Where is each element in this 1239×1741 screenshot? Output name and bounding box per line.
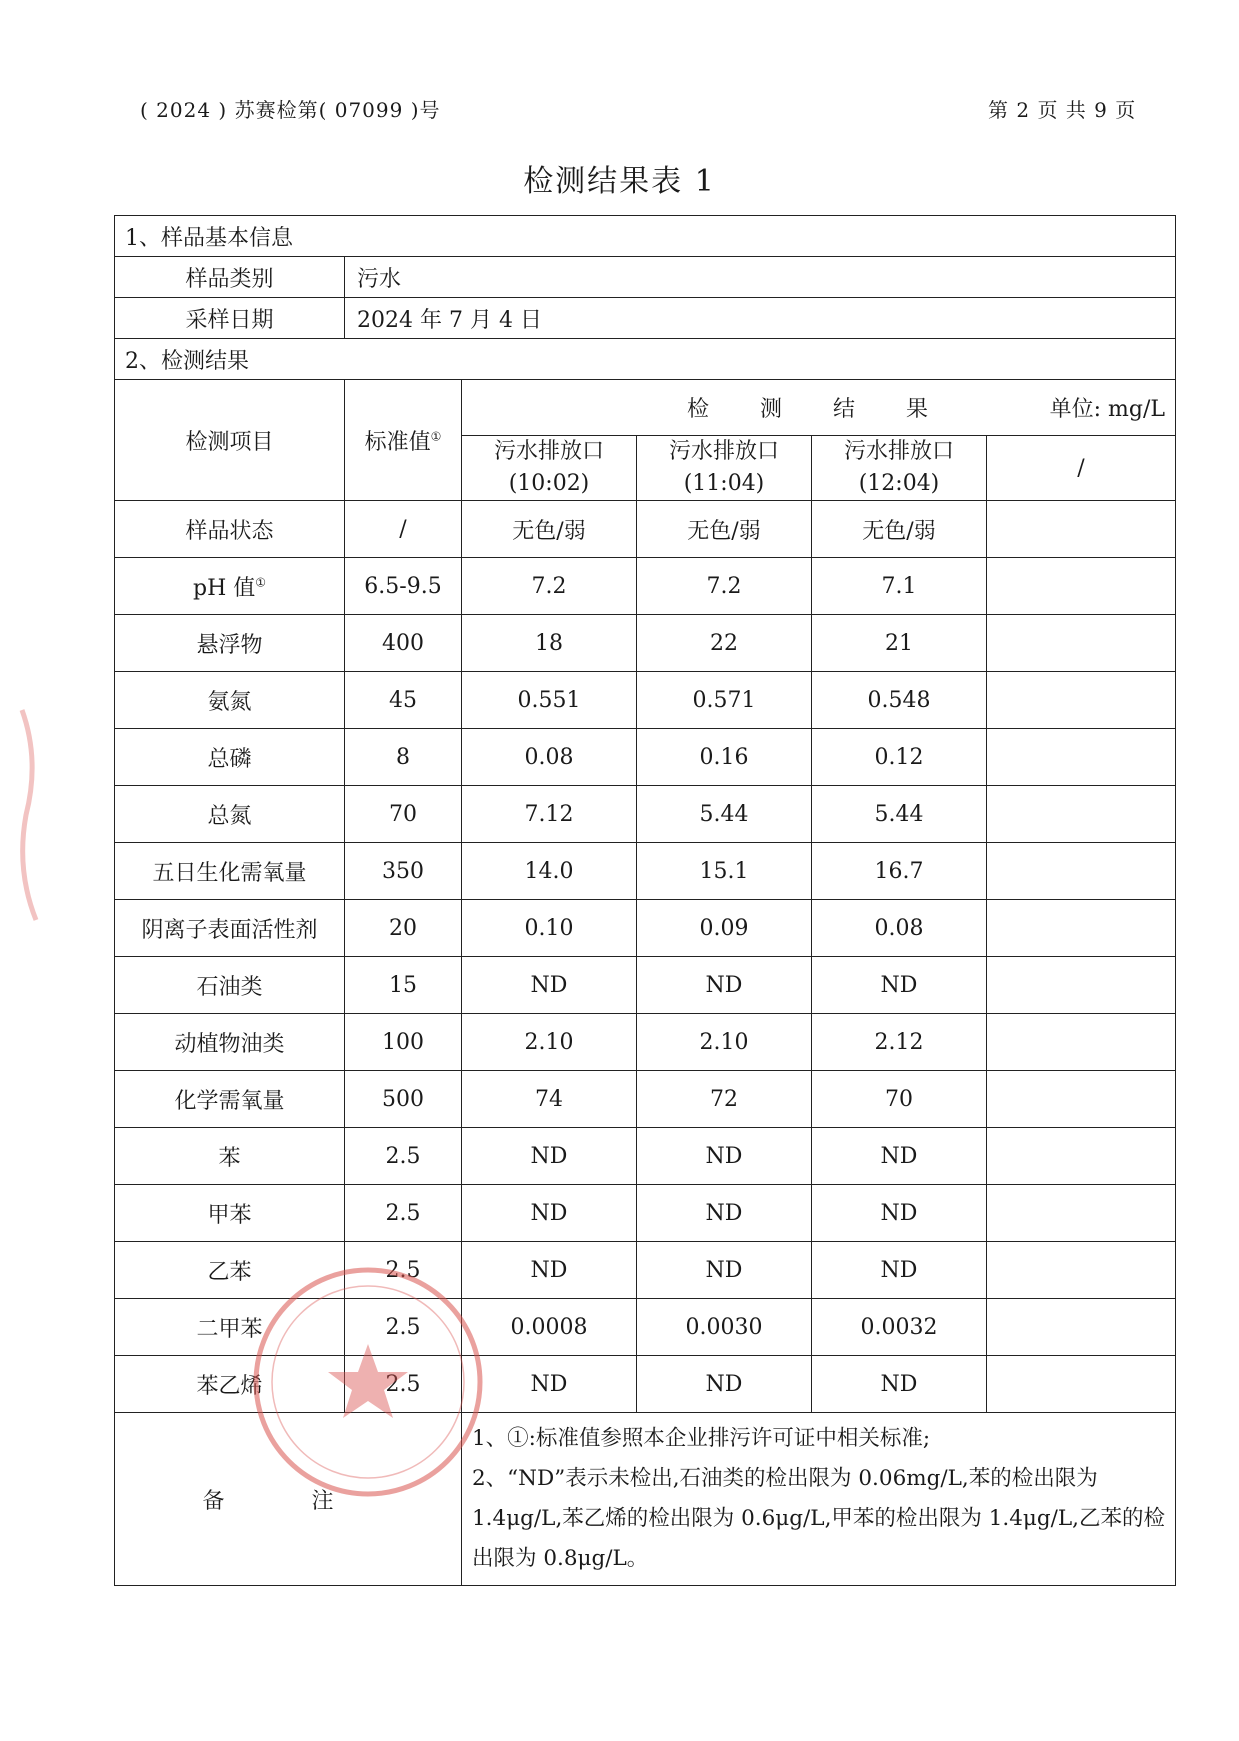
result-cell-3: 0.12: [812, 729, 987, 786]
result-cell-4: [987, 1071, 1176, 1128]
table-row: [115, 672, 1176, 729]
result-cell-3: ND: [812, 1356, 987, 1413]
std-cell: 500: [345, 1071, 462, 1128]
result-cell-4: [987, 786, 1176, 843]
result-cell-2: 7.2: [637, 558, 812, 615]
std-cell: 350: [345, 843, 462, 900]
point-header-1: 污水排放口 (10:02): [462, 436, 637, 501]
result-cell-1: 无色/弱: [462, 501, 637, 558]
result-cell-4: [987, 1128, 1176, 1185]
table-row: [115, 1128, 1176, 1185]
result-cell-2: ND: [637, 1185, 812, 1242]
item-cell: 苯乙烯: [115, 1356, 345, 1413]
result-cell-1: 74: [462, 1071, 637, 1128]
result-cell-1: 0.0008: [462, 1299, 637, 1356]
std-cell: /: [345, 501, 462, 558]
result-cell-4: [987, 672, 1176, 729]
result-cell-3: ND: [812, 1242, 987, 1299]
result-cell-2: ND: [637, 1128, 812, 1185]
std-cell: 400: [345, 615, 462, 672]
table-row: [115, 957, 1176, 1014]
std-cell: 70: [345, 786, 462, 843]
item-cell: 二甲苯: [115, 1299, 345, 1356]
result-cell-3: ND: [812, 1185, 987, 1242]
table-row: [115, 1185, 1176, 1242]
result-cell-3: 0.548: [812, 672, 987, 729]
table-row: [115, 1071, 1176, 1128]
table-row: [115, 729, 1176, 786]
table-row: [115, 1242, 1176, 1299]
result-cell-3: 0.0032: [812, 1299, 987, 1356]
item-cell: 悬浮物: [115, 615, 345, 672]
std-cell: 20: [345, 900, 462, 957]
result-cell-1: ND: [462, 957, 637, 1014]
item-cell: 阴离子表面活性剂: [115, 900, 345, 957]
result-cell-1: 0.10: [462, 900, 637, 957]
result-cell-3: 21: [812, 615, 987, 672]
result-cell-3: 7.1: [812, 558, 987, 615]
result-cell-1: 18: [462, 615, 637, 672]
std-cell: 45: [345, 672, 462, 729]
result-cell-2: 22: [637, 615, 812, 672]
remark-line-2: 2、“ND”表示未检出,石油类的检出限为 0.06mg/L,苯的检出限为 1.4μg/L,苯乙烯的检出限为 0.6μg/L,甲苯的检出限为 1.4μg/L,乙苯的检出限为 0.8μg/L。: [472, 1466, 1166, 1571]
point-header-2: 污水排放口 (11:04): [637, 436, 812, 501]
page-info: 第 2 页 共 9 页: [988, 98, 1137, 122]
sample-date-value: 2024 年 7 月 4 日: [345, 298, 1176, 339]
result-cell-4: [987, 615, 1176, 672]
std-cell: 2.5: [345, 1185, 462, 1242]
extra-col-header: /: [987, 436, 1176, 501]
std-cell: 2.5: [345, 1242, 462, 1299]
table-row: [115, 615, 1176, 672]
result-cell-2: 0.16: [637, 729, 812, 786]
result-cell-3: ND: [812, 957, 987, 1014]
result-cell-4: [987, 1242, 1176, 1299]
result-cell-1: 7.12: [462, 786, 637, 843]
result-cell-1: 0.08: [462, 729, 637, 786]
result-cell-4: [987, 1014, 1176, 1071]
result-cell-2: ND: [637, 1242, 812, 1299]
std-cell: 100: [345, 1014, 462, 1071]
item-cell: 样品状态: [115, 501, 345, 558]
remark-line-1: 1、①:标准值参照本企业排污许可证中相关标准;: [472, 1426, 931, 1451]
result-cell-3: 无色/弱: [812, 501, 987, 558]
result-cell-3: 0.08: [812, 900, 987, 957]
result-cell-4: [987, 1356, 1176, 1413]
seam-stamp: [14, 700, 48, 930]
section2-heading: 2、检测结果: [115, 339, 1176, 380]
col-item-header: 检测项目: [115, 380, 345, 501]
unit-label: 单位: mg/L: [1049, 397, 1166, 422]
results-header: [462, 380, 1176, 436]
section1-heading: 1、样品基本信息: [115, 216, 1176, 257]
result-cell-1: ND: [462, 1356, 637, 1413]
item-cell: 总氮: [115, 786, 345, 843]
item-cell: 五日生化需氧量: [115, 843, 345, 900]
col-std-header: 标准值①: [345, 380, 462, 501]
result-cell-4: [987, 900, 1176, 957]
result-cell-1: ND: [462, 1242, 637, 1299]
result-cell-1: 14.0: [462, 843, 637, 900]
results-table: [114, 215, 1176, 1586]
std-note-mark: ①: [430, 429, 442, 444]
result-cell-1: 7.2: [462, 558, 637, 615]
result-cell-2: 0.09: [637, 900, 812, 957]
std-cell: 8: [345, 729, 462, 786]
result-cell-4: [987, 843, 1176, 900]
std-cell: 2.5: [345, 1299, 462, 1356]
result-cell-3: 70: [812, 1071, 987, 1128]
result-cell-2: 15.1: [637, 843, 812, 900]
result-cell-1: ND: [462, 1185, 637, 1242]
result-cell-4: [987, 501, 1176, 558]
remarks-text: [462, 1413, 1176, 1586]
point-header-3: 污水排放口 (12:04): [812, 436, 987, 501]
table-row: [115, 558, 1176, 615]
remarks-label: 备 注: [115, 1413, 462, 1586]
result-cell-2: ND: [637, 957, 812, 1014]
table-row: [115, 786, 1176, 843]
result-cell-4: [987, 1185, 1176, 1242]
sample-type-label: 样品类别: [115, 257, 345, 298]
result-cell-4: [987, 558, 1176, 615]
item-cell: 石油类: [115, 957, 345, 1014]
table-row: [115, 1014, 1176, 1071]
sample-type-value: 污水: [345, 257, 1176, 298]
result-cell-4: [987, 1299, 1176, 1356]
note-mark: ①: [255, 575, 267, 590]
result-cell-2: ND: [637, 1356, 812, 1413]
item-cell: 甲苯: [115, 1185, 345, 1242]
item-cell: 化学需氧量: [115, 1071, 345, 1128]
std-cell: 15: [345, 957, 462, 1014]
table-row: [115, 1356, 1176, 1413]
table-row: [115, 1299, 1176, 1356]
std-cell: 2.5: [345, 1356, 462, 1413]
result-cell-4: [987, 729, 1176, 786]
results-label: 检 测 结 果: [687, 397, 950, 422]
table-row: [115, 900, 1176, 957]
result-cell-1: 0.551: [462, 672, 637, 729]
item-cell: 氨氮: [115, 672, 345, 729]
item-cell: 动植物油类: [115, 1014, 345, 1071]
result-cell-2: 5.44: [637, 786, 812, 843]
std-cell: 6.5-9.5: [345, 558, 462, 615]
item-cell: 苯: [115, 1128, 345, 1185]
sample-date-label: 采样日期: [115, 298, 345, 339]
table-row: [115, 501, 1176, 558]
result-cell-1: ND: [462, 1128, 637, 1185]
result-cell-3: 16.7: [812, 843, 987, 900]
result-cell-2: 2.10: [637, 1014, 812, 1071]
item-cell: 乙苯: [115, 1242, 345, 1299]
result-cell-2: 无色/弱: [637, 501, 812, 558]
table-row: [115, 843, 1176, 900]
report-number: ( 2024 ) 苏赛检第( 07099 )号: [140, 98, 441, 122]
result-cell-3: 5.44: [812, 786, 987, 843]
result-cell-3: 2.12: [812, 1014, 987, 1071]
result-cell-1: 2.10: [462, 1014, 637, 1071]
item-cell: pH 值①: [115, 558, 345, 615]
item-cell: 总磷: [115, 729, 345, 786]
result-cell-2: 72: [637, 1071, 812, 1128]
result-cell-2: 0.0030: [637, 1299, 812, 1356]
std-cell: 2.5: [345, 1128, 462, 1185]
page-title: 检测结果表 1: [523, 164, 716, 199]
result-cell-4: [987, 957, 1176, 1014]
result-cell-3: ND: [812, 1128, 987, 1185]
result-cell-2: 0.571: [637, 672, 812, 729]
